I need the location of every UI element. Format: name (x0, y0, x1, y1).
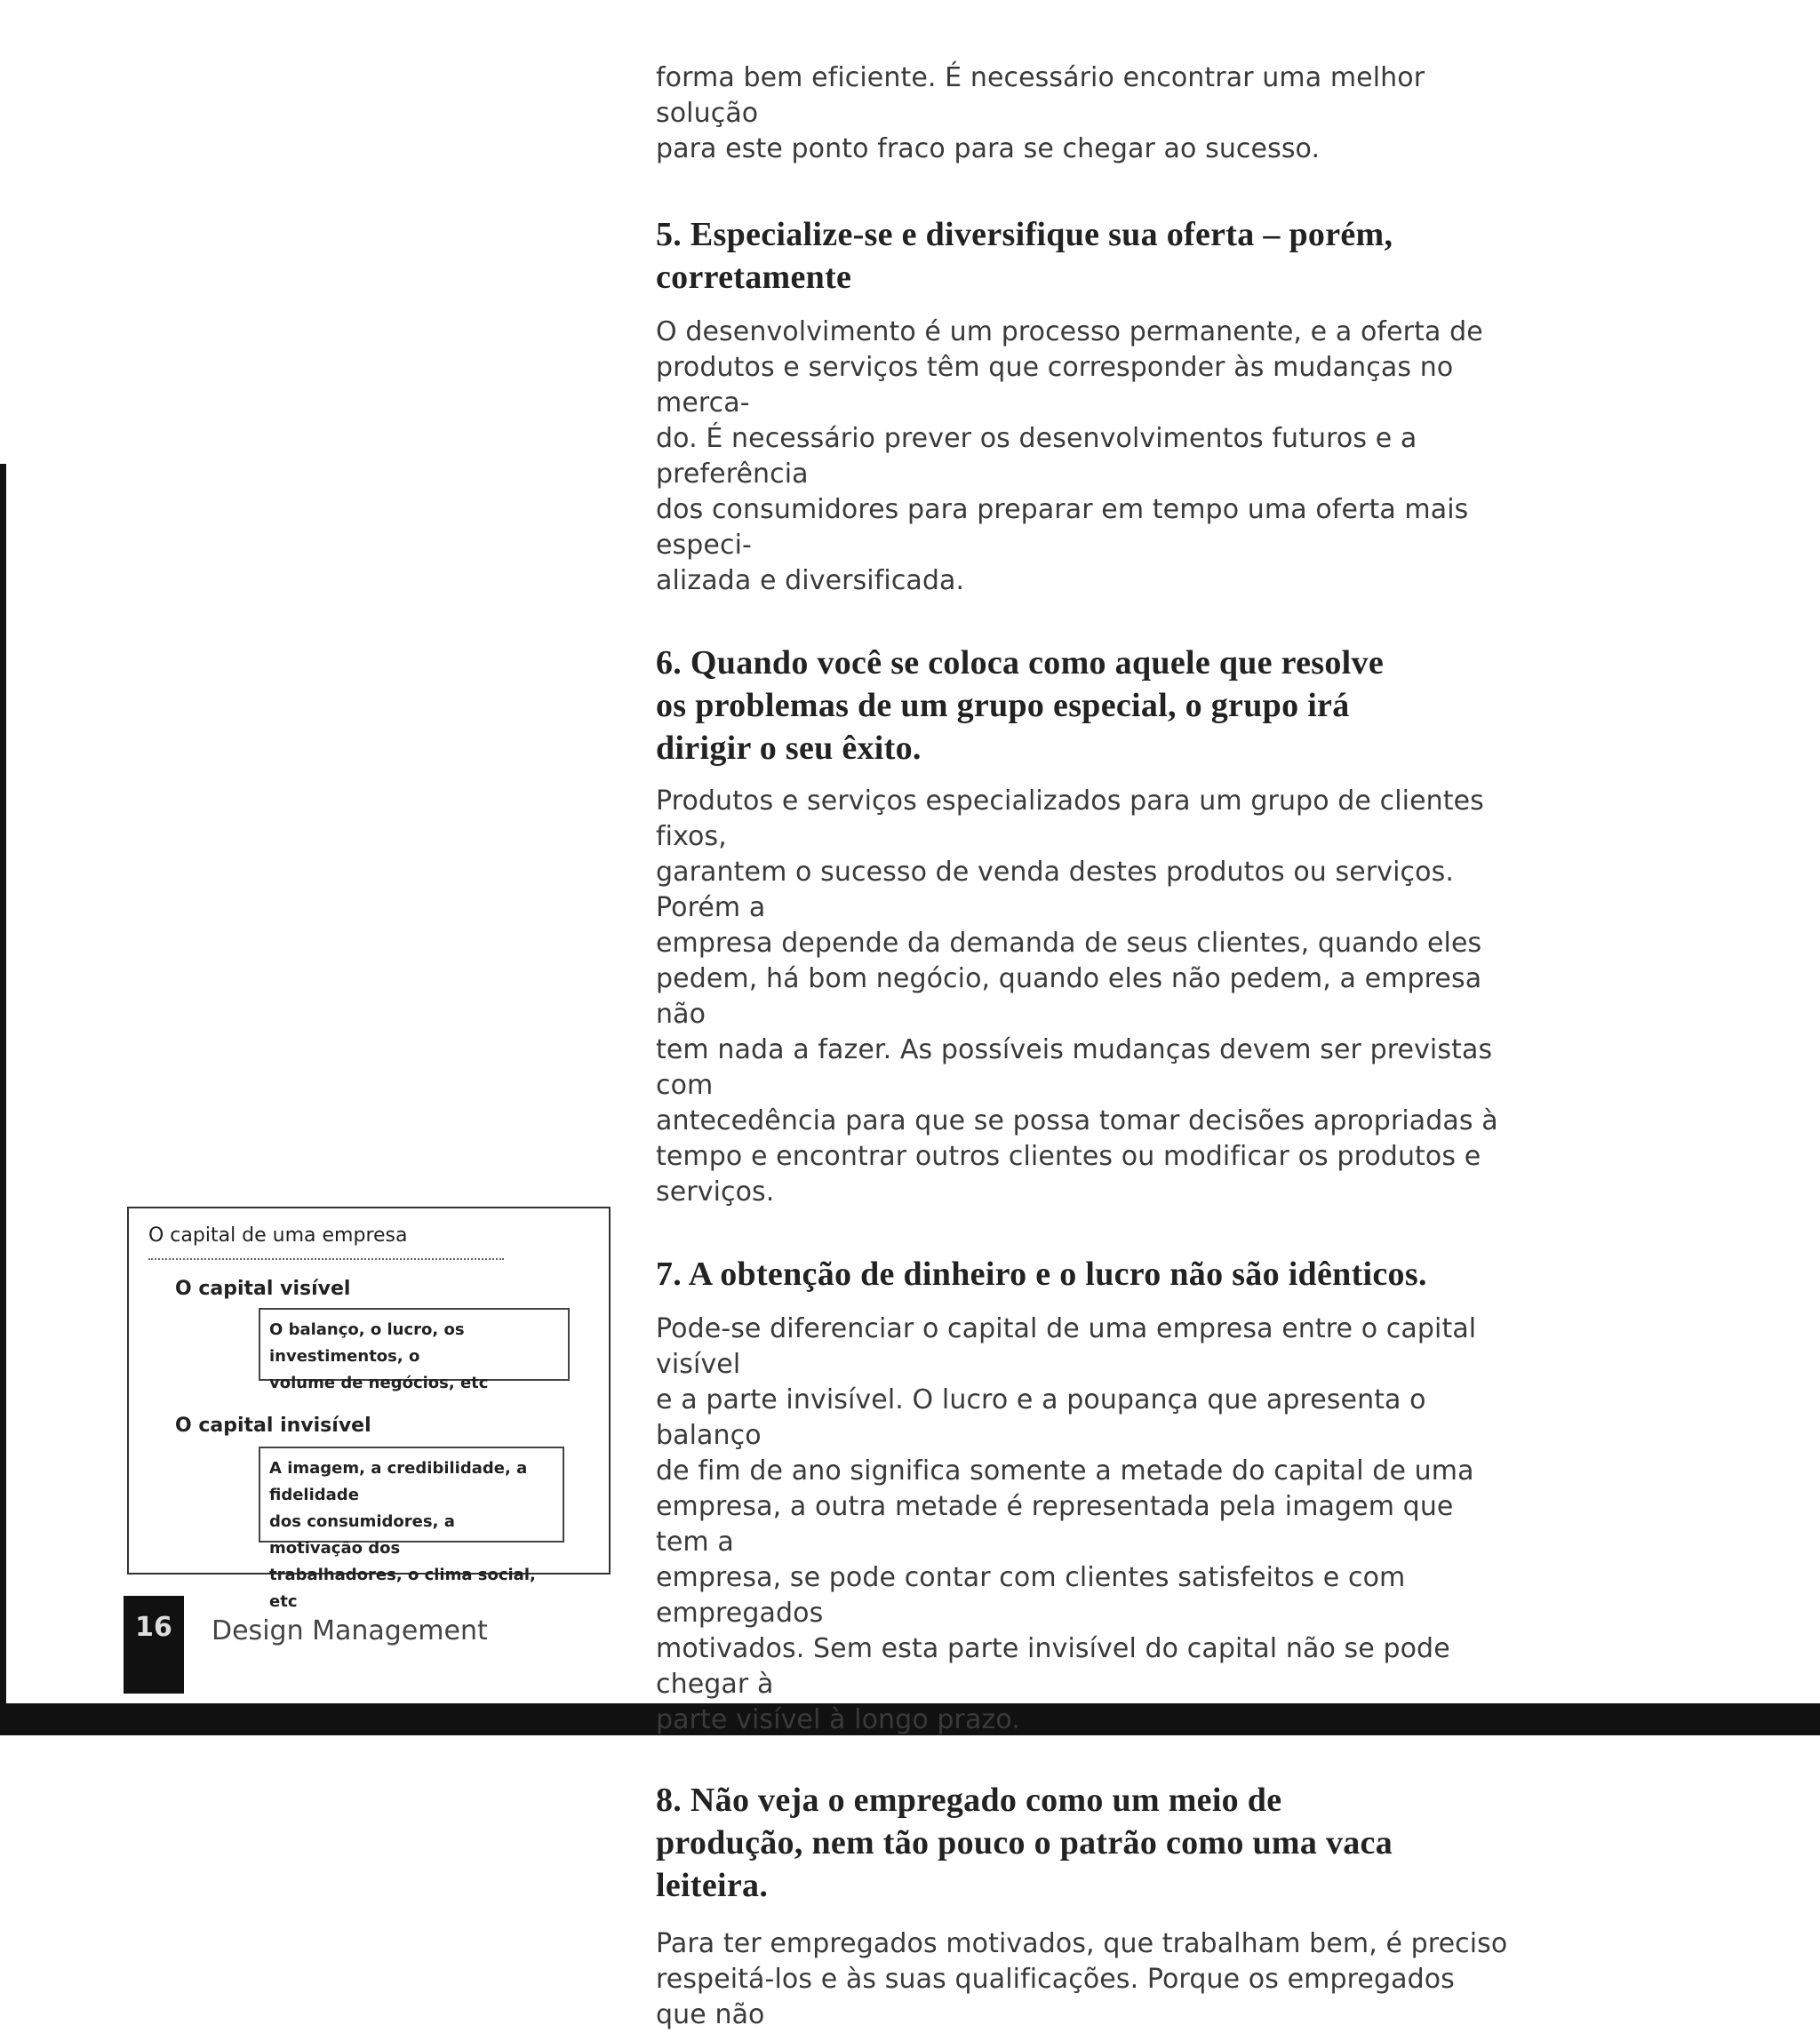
text-line: para este ponto fraco para se chegar ao sucesso. (656, 133, 1321, 164)
text-line: Pode-se diferenciar o capital de uma empresa entre o capital visível (656, 1313, 1477, 1380)
section-8 (656, 1779, 1509, 2033)
text-line: serviços. (656, 1176, 775, 1208)
section-heading (656, 213, 1509, 299)
heading-line: 5. Especialize-se e diversifique sua oferta – porém, (656, 216, 1393, 253)
heading-line: dirigir o seu êxito. (656, 729, 922, 767)
section-5 (656, 213, 1509, 599)
text-line: do. É necessário prever os desenvolvimentos futuros e a preferência (656, 423, 1417, 490)
section-6 (656, 642, 1509, 1210)
heading-line: 7. A obtenção de dinheiro e o lucro não são idênticos. (656, 1256, 1427, 1293)
heading-line: produção, nem tão pouco o patrão como uma vaca (656, 1824, 1393, 1862)
box-line: trabalhadores, o clima social, etc (269, 1566, 536, 1611)
text-line: antecedência para que se possa tomar decisões apropriadas à (656, 1105, 1498, 1136)
text-line: pedem, há bom negócio, quando eles não pedem, a empresa não (656, 963, 1482, 1030)
heading-line: corretamente (656, 259, 852, 296)
text-line: tem nada a fazer. As possíveis mudanças devem ser previstas com (656, 1034, 1493, 1101)
text-line: dos consumidores para preparar em tempo uma oferta mais especi- (656, 494, 1469, 561)
visible-capital-title: O capital visível (175, 1278, 351, 1300)
text-line: garantem o sucesso de venda destes produtos ou serviços. Porém a (656, 857, 1454, 923)
invisible-capital-box (259, 1447, 564, 1611)
heading-line: leiteira. (656, 1867, 769, 1904)
invisible-capital-title: O capital invisível (175, 1415, 371, 1437)
text-line: O desenvolvimento é um processo permanente, e a oferta de (656, 316, 1483, 347)
text-line: forma bem eficiente. É necessário encontrar uma melhor solução (656, 62, 1425, 129)
text-line: motivados. Sem esta parte invisível do capital não se pode chegar à (656, 1633, 1450, 1700)
visible-capital-box (259, 1308, 570, 1392)
heading-line: 8. Não veja o empregado como um meio de (656, 1782, 1282, 1819)
section-body (656, 784, 1509, 1210)
text-line: empresa, se pode contar com clientes satisfeitos e com empregados (656, 1562, 1406, 1629)
text-line: empresa, a outra metade é representada pela imagem que tem a (656, 1491, 1454, 1558)
box-line: dos consumidores, a motivação dos (269, 1512, 455, 1558)
text-line: alizada e diversificada. (656, 565, 965, 596)
capital-sidebar-box (127, 1207, 611, 1611)
text-line: e a parte invisível. O lucro e a poupança que apresenta o balanço (656, 1384, 1426, 1451)
heading-line: os problemas de um grupo especial, o grupo irá (656, 687, 1350, 724)
scan-border-left (0, 464, 6, 1735)
text-line: produtos e serviços têm que corresponder às mudanças no merca- (656, 352, 1454, 419)
section-heading (656, 642, 1509, 769)
box-line: A imagem, a credibilidade, a fidelidade (269, 1459, 528, 1504)
text-line: parte visível à longo prazo. (656, 1704, 1020, 1735)
text-line: Produtos e serviços especializados para um grupo de clientes fixos, (656, 785, 1484, 852)
section-body (656, 1311, 1509, 1738)
box-line: O balanço, o lucro, os investimentos, o (269, 1320, 465, 1366)
text-line: respeitá-los e às suas qualificações. Porque os empregados que não (656, 1964, 1455, 2030)
box-line: volume de negócios, etc (269, 1374, 489, 1392)
heading-line: 6. Quando você se coloca como aquele que resolve (656, 644, 1385, 682)
text-line: tempo e encontrar outros clientes ou modificar os produtos e (656, 1141, 1481, 1172)
section-heading (656, 1779, 1509, 1907)
running-title: Design Management (212, 1615, 488, 1646)
sidebar-title: O capital de uma empresa (148, 1224, 408, 1247)
text-line: empresa depende da demanda de seus clientes, quando eles (656, 928, 1482, 959)
page-number: 16 (135, 1612, 172, 1643)
text-line: de fim de ano significa somente a metade do capital de uma (656, 1455, 1474, 1487)
intro-paragraph (656, 60, 1509, 167)
page-number-block (124, 1596, 184, 1694)
text-line: Para ter empregados motivados, que trabalham bem, é preciso (656, 1928, 1508, 1959)
dotted-divider (148, 1258, 504, 1260)
section-body (656, 1926, 1509, 2033)
main-text-column (656, 60, 1509, 2033)
section-body (656, 315, 1509, 599)
section-7 (656, 1253, 1509, 1738)
section-heading (656, 1253, 1509, 1296)
